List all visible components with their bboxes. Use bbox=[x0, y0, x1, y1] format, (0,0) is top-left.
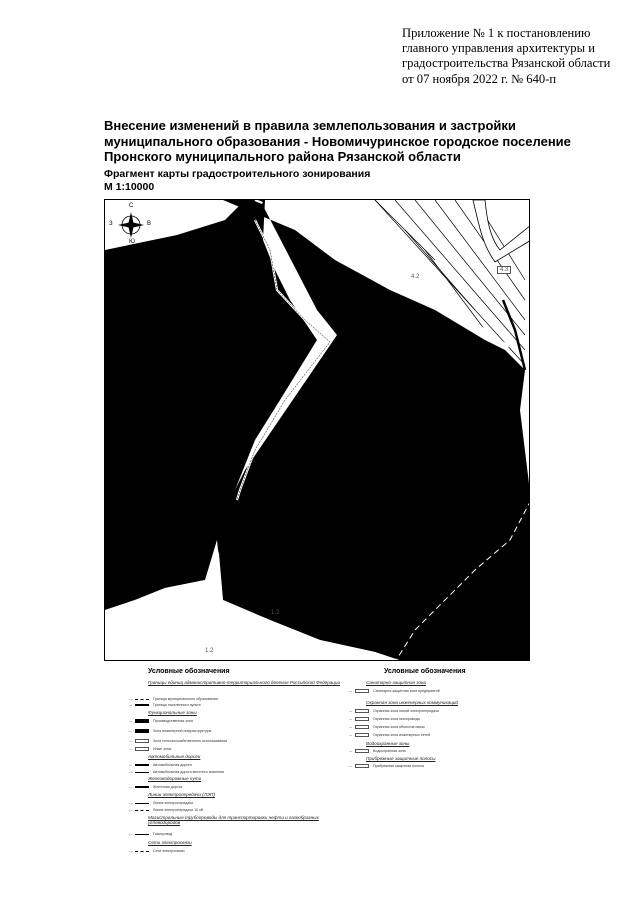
legend-right-row-4 bbox=[324, 724, 425, 730]
annex-line-4: от 07 ноября 2022 г. № 640-п bbox=[402, 71, 557, 86]
legend-text: Прибрежная защитная полоса bbox=[373, 764, 424, 768]
legend-symbol bbox=[135, 834, 149, 835]
legend-left-head-4: Железнодорожные пути bbox=[148, 776, 202, 781]
legend-left-row-2 bbox=[104, 702, 201, 708]
legend-symbol bbox=[355, 764, 369, 768]
zone-label-4: 1.2 bbox=[205, 648, 214, 654]
legend-symbol bbox=[135, 747, 149, 751]
compass-rose bbox=[111, 204, 151, 246]
compass-s: Ю bbox=[129, 239, 136, 245]
legend-right-row-3 bbox=[324, 716, 420, 722]
legend-text: Охранная зона объектов связи bbox=[373, 725, 425, 729]
legend-text: Зона инженерной инфраструктуры bbox=[153, 729, 212, 733]
legend-text: Железная дорога bbox=[153, 785, 183, 789]
legend-code: — bbox=[128, 801, 132, 805]
legend-left-row-12 bbox=[104, 831, 172, 837]
legend-text: Сети электросвязи bbox=[153, 849, 185, 853]
legend-right-head-3: Водоохранные зоны bbox=[366, 741, 410, 746]
legend-right-head-4: Прибрежные защитные полосы bbox=[366, 756, 436, 761]
legend-left-head-1: Границы единиц административно-территориального деления Российской Федерации bbox=[148, 680, 341, 685]
legend-text: Граница муниципального образования bbox=[153, 697, 218, 701]
document-title bbox=[104, 118, 624, 165]
legend-code: — bbox=[348, 709, 352, 713]
title-line-2: муниципального образования - Новомичуринское городское поселение bbox=[104, 133, 571, 149]
map-subtitle bbox=[104, 168, 370, 194]
compass-n: С bbox=[129, 203, 134, 209]
legend-left-head-2: Функциональные зоны bbox=[148, 710, 197, 715]
legend-left-row-11 bbox=[104, 807, 203, 813]
zone-label-2: 4.2 bbox=[411, 274, 420, 280]
legend-code: — bbox=[348, 689, 352, 693]
legend-left-head-6: Магистральные трубопроводы для транспортировки нефти и газообразных углеводородов bbox=[148, 815, 319, 825]
zoning-map bbox=[104, 199, 530, 661]
legend-code: — bbox=[128, 697, 132, 701]
legend-symbol bbox=[135, 810, 149, 811]
legend-text: Производственная зона bbox=[153, 719, 193, 723]
legend-symbol bbox=[135, 772, 149, 773]
legend-code: — bbox=[128, 719, 132, 723]
annex-line-2: главного управления архитектуры и bbox=[402, 41, 595, 56]
legend-symbol bbox=[135, 699, 149, 700]
legend-code: — bbox=[348, 725, 352, 729]
legend-right-row-7 bbox=[324, 763, 424, 769]
legend-left-row-10 bbox=[104, 800, 193, 806]
legend-symbol bbox=[355, 749, 369, 753]
legend-text: Линия электропередачи bbox=[153, 801, 194, 805]
legend-text: Санитарно-защитная зона предприятий bbox=[373, 689, 440, 693]
annex-line-1: Приложение № 1 к постановлению bbox=[402, 26, 591, 40]
legend-left-row-8 bbox=[104, 769, 224, 775]
legend-right-head-2: Охранная зона инженерных коммуникаций bbox=[366, 700, 458, 705]
legend-symbol bbox=[135, 764, 149, 766]
legend-left-row-5 bbox=[104, 738, 227, 744]
legend-left-head-5: Линии электропередачи (ЛЭП) bbox=[148, 792, 215, 797]
legend-left-title: Условные обозначения bbox=[148, 668, 230, 675]
legend-code: — bbox=[128, 770, 132, 774]
legend-text: Охранная зона газопровода bbox=[373, 717, 420, 721]
legend-code: — bbox=[348, 749, 352, 753]
legend-text: Газопровод bbox=[153, 832, 173, 836]
legend-code: — bbox=[128, 785, 132, 789]
legend-code: — bbox=[348, 733, 352, 737]
legend-symbol bbox=[135, 704, 149, 706]
legend-code: — bbox=[128, 808, 132, 812]
legend-symbol bbox=[135, 803, 149, 804]
legend-text: Автомобильная дорога bbox=[153, 763, 192, 767]
legend-symbol bbox=[135, 851, 149, 852]
legend-right-row-5 bbox=[324, 732, 430, 738]
road-outline bbox=[473, 200, 530, 262]
title-line-3: Пронского муниципального района Рязанской области bbox=[104, 149, 461, 165]
legend-text: Охранная зона линий электропередачи bbox=[373, 709, 440, 713]
legend-right-head-1: Санитарно-защитная зона bbox=[366, 680, 426, 685]
legend-left-row-13 bbox=[104, 848, 185, 854]
legend-symbol bbox=[355, 733, 369, 737]
legend-symbol bbox=[135, 719, 149, 723]
legend-text: Зона сельскохозяйственного использования bbox=[153, 739, 228, 743]
legend-left-row-7 bbox=[104, 762, 192, 768]
legend-text: Иные зоны bbox=[153, 747, 172, 751]
legend-code: — bbox=[128, 739, 132, 743]
legend-left-head-3: Автомобильные дороги bbox=[148, 754, 201, 759]
legend-code: — bbox=[128, 703, 132, 707]
legend-code: — bbox=[128, 747, 132, 751]
title-line-1: Внесение изменений в правила землепользования и застройки bbox=[104, 118, 516, 133]
legend-symbol bbox=[135, 739, 149, 743]
legend-code: — bbox=[128, 832, 132, 836]
legend-code: — bbox=[348, 717, 352, 721]
zone-label-3: 1.2 bbox=[271, 610, 280, 616]
legend-left-row-4 bbox=[104, 728, 211, 734]
legend-symbol bbox=[135, 786, 149, 788]
legend-right-row-1 bbox=[324, 688, 440, 694]
legend-left-head-7: Сети электросвязи bbox=[148, 840, 192, 845]
subtitle-line-1: Фрагмент карты градостроительного зонирования bbox=[104, 168, 371, 180]
legend-code: — bbox=[348, 764, 352, 768]
legend-code: — bbox=[128, 763, 132, 767]
zone-label-1: 4.3 bbox=[497, 266, 511, 274]
legend-symbol bbox=[135, 729, 149, 733]
map-legend bbox=[104, 668, 534, 868]
legend-code: — bbox=[128, 729, 132, 733]
legend-right-row-2 bbox=[324, 708, 439, 714]
annex-line-3: градостроительства Рязанской области bbox=[402, 56, 611, 71]
legend-symbol bbox=[355, 725, 369, 729]
legend-left-row-6 bbox=[104, 746, 171, 752]
map-drawing bbox=[105, 200, 530, 661]
legend-right-row-6 bbox=[324, 748, 406, 754]
legend-left-row-9 bbox=[104, 784, 182, 790]
legend-right-title: Условные обозначения bbox=[384, 668, 466, 675]
compass-w: З bbox=[109, 221, 113, 227]
legend-symbol bbox=[355, 689, 369, 693]
compass-e: В bbox=[147, 221, 152, 227]
legend-text: Водоохранная зона bbox=[373, 749, 406, 753]
legend-code: — bbox=[128, 849, 132, 853]
annex-header bbox=[402, 26, 634, 87]
legend-symbol bbox=[355, 717, 369, 721]
legend-text: Граница населенного пункта bbox=[153, 703, 201, 707]
map-scale: М 1:10000 bbox=[104, 181, 155, 193]
legend-text: Линия электропередачи 10 кВ bbox=[153, 808, 204, 812]
legend-text: Автомобильная дорога местного значения bbox=[153, 770, 225, 774]
legend-left-row-3 bbox=[104, 718, 193, 724]
legend-symbol bbox=[355, 709, 369, 713]
legend-text: Охранная зона инженерных сетей bbox=[373, 733, 431, 737]
